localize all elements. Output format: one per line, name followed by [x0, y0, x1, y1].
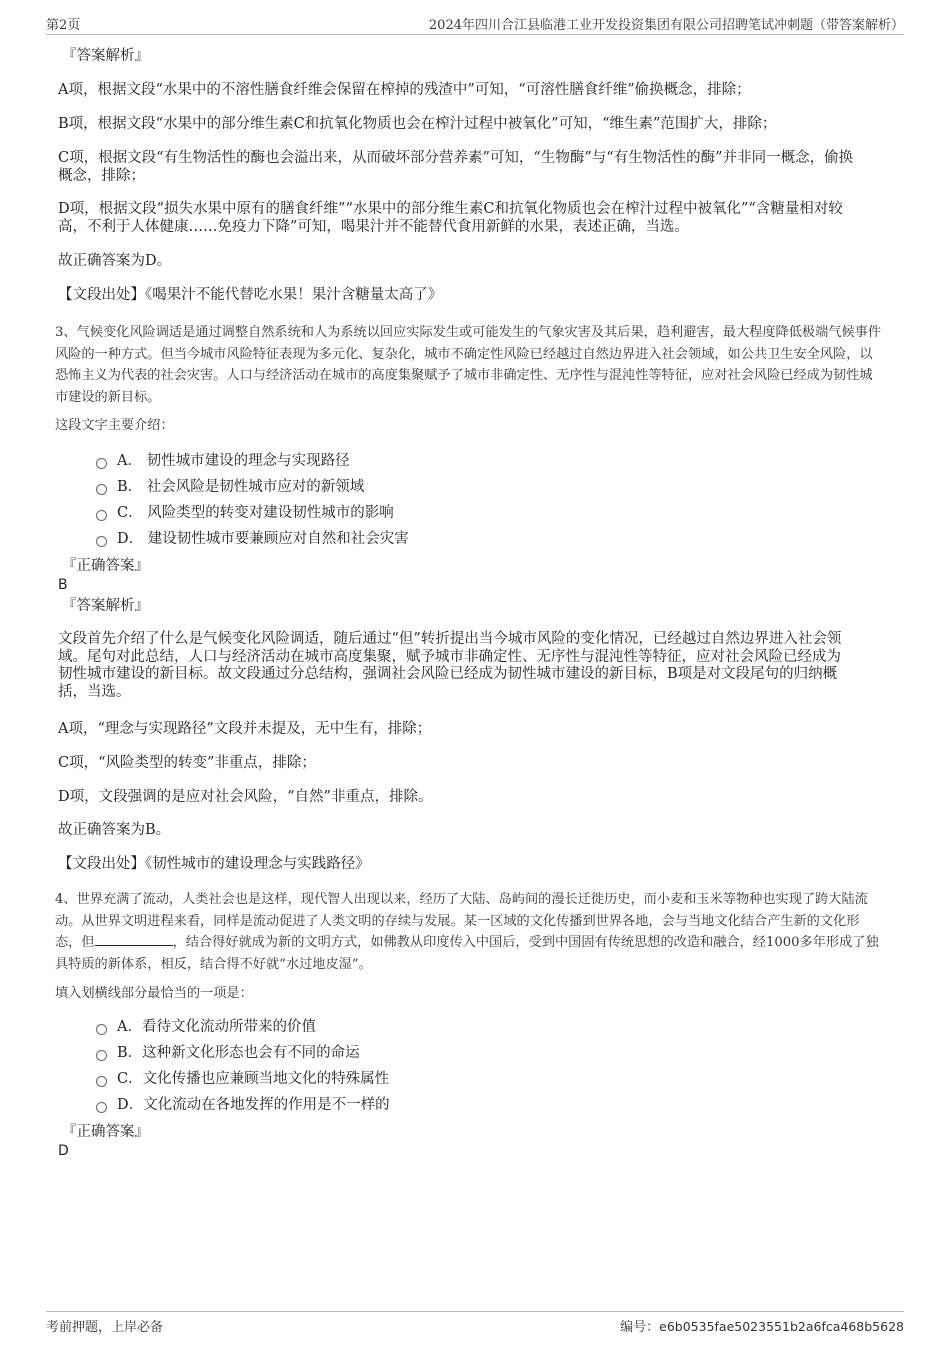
question-3-line1: 3、气候变化风险调适是通过调整自然系统和人为系统以回应实际发生或可能发生的气象灾害及其后果，趋利避害，最大程度降低极端气候事件 [55, 325, 882, 340]
question-3-line4: 市建设的新目标。 [55, 389, 161, 405]
correct-answer: B [58, 577, 68, 593]
question-4-prompt: 填入划横线部分最恰当的一项是： [55, 986, 253, 1001]
source-citation: 【文段出处】《喝果汁不能代替吃水果！果汁含糖量太高了》 [58, 287, 443, 303]
analysis-label: 『答案解析』 [62, 598, 149, 614]
radio-icon[interactable] [96, 484, 107, 495]
page-footer [46, 1311, 904, 1335]
analysis-option-d-line1: D项，根据文段“损失水果中原有的膳食纤维”“水果中的部分维生素C和抗氧化物质也会在榨汁过程中被氧化”“含糖量相对较 [58, 201, 843, 217]
radio-icon[interactable] [96, 1024, 107, 1035]
analysis-option-d-line2: 高，不利于人体健康……免疫力下降”可知，喝果汁并不能替代食用新鲜的水果，表述正确，当选。 [58, 219, 689, 235]
footer-slogan: 考前押题，上岸必备 [46, 1320, 164, 1335]
source-citation: 【文段出处】《韧性城市的建设理念与实践路径》 [58, 856, 370, 872]
analysis-option-b: B项，根据文段“水果中的部分维生素C和抗氧化物质也会在榨汁过程中被氧化”可知，“维生素”范围扩大，排除； [58, 116, 777, 132]
question-3-option-d[interactable]: D． 建设韧性城市要兼顾应对自然和社会灾害 [96, 530, 409, 548]
question-4-text [55, 889, 893, 975]
page-number: 第2页 [46, 18, 81, 33]
question-4-option-a[interactable]: A．看待文化流动所带来的价值 [96, 1018, 316, 1036]
question-3-option-c[interactable]: C． 风险类型的转变对建设韧性城市的影响 [96, 504, 394, 522]
question-3-option-a[interactable]: A． 韧性城市建设的理念与实现路径 [96, 452, 350, 470]
correct-answer-label: 『正确答案』 [62, 558, 149, 574]
question-4-line4: 具特质的新体系，相反，结合得不好就“水过地皮湿”。 [55, 956, 372, 972]
analysis-conclusion: 故正确答案为D。 [58, 253, 172, 269]
radio-icon[interactable] [96, 1076, 107, 1087]
question-4-option-d[interactable]: D．文化流动在各地发挥的作用是不一样的 [96, 1096, 390, 1114]
question-3-option-b[interactable]: B． 社会风险是韧性城市应对的新领域 [96, 478, 364, 496]
page-header [46, 14, 904, 35]
analysis-option-c-line1: C项，根据文段“有生物活性的酶也会溢出来，从而破坏部分营养素”可知，“生物酶”与“有生物活性的酶”并非同一概念，偷换 [58, 150, 854, 166]
question-3-line3: 恐怖主义为代表的社会灾害。人口与经济活动在城市的高度集聚赋予了城市非确定性、无序性与混沌性等特征，应对社会风险已经成为韧性城 [55, 368, 873, 383]
question-3-line2: 风险的一种方式。但当今城市风险特征表现为多元化、复杂化，城市不确定性风险已经越过自然边界进入社会领域，如公共卫生安全风险，以 [55, 346, 873, 362]
analysis-option-c-line2: 概念，排除； [58, 168, 145, 184]
document-title: 2024年四川合江县临港工业开发投资集团有限公司招聘笔试冲刺题（带答案解析） [428, 18, 904, 33]
radio-icon[interactable] [96, 1050, 107, 1061]
question-4-line3: 态，但 ，结合得好就成为新的文明方式，如佛教从印度传入中国后，受到中国固有传统思想的改造和融合，经1000多年形成了独 [55, 935, 879, 950]
question-4-option-c[interactable]: C．文化传播也应兼顾当地文化的特殊属性 [96, 1070, 389, 1088]
analysis-conclusion: 故正确答案为B。 [58, 822, 171, 838]
radio-icon[interactable] [96, 510, 107, 521]
analysis-label: 『答案解析』 [62, 48, 149, 64]
question-3-text [55, 322, 893, 408]
question-3-prompt: 这段文字主要介绍： [55, 418, 174, 433]
analysis-option-c: C项，“风险类型的转变”非重点，排除； [58, 755, 316, 771]
correct-answer: D [58, 1143, 69, 1159]
analysis-option-a: A项，“理念与实现路径”文段并未提及，无中生有，排除； [58, 721, 432, 737]
analysis-option-a: A项，根据文段“水果中的不溶性膳食纤维会保留在榨掉的残渣中”可知，“可溶性膳食纤维”偷换概念，排除； [58, 82, 751, 98]
question-4-line2: 动。从世界文明进程来看，同样是流动促进了人类文明的存续与发展。某一区域的文化传播到世界各地，会与当地文化结合产生新的文化形 [55, 913, 860, 929]
question-4-option-b[interactable]: B．这种新文化形态也会有不同的命运 [96, 1044, 360, 1062]
analysis-option-d: D项，文段强调的是应对社会风险，“自然”非重点，排除。 [58, 789, 433, 805]
correct-answer-label: 『正确答案』 [62, 1124, 149, 1140]
radio-icon[interactable] [96, 1102, 107, 1113]
document-id: 编号：e6b0535fae5023551b2a6fca468b5628 [620, 1319, 904, 1335]
radio-icon[interactable] [96, 458, 107, 469]
fill-in-blank [95, 933, 173, 946]
question-3-analysis: 文段首先介绍了什么是气候变化风险调适，随后通过“但”转折提出当今城市风险的变化情况，已经越过自然边界进入社会领 域。尾句对此总结，人口与经济活动在城市高度集聚，赋予城市非确定性、无序性与混沌性等特征，应对社会风险已经成为 韧性城市建设的新目标。故文段通过分总结构，强调社会风险已经成为韧性城市建设的新目标，B项是对文段尾句的归纳概 括，当选。 [58, 631, 842, 700]
question-4-line1: 4、世界充满了流动，人类社会也是这样，现代智人出现以来，经历了大陆、岛屿间的漫长迁徙历史，而小麦和玉米等物种也实现了跨大陆流 [55, 892, 868, 907]
radio-icon[interactable] [96, 536, 107, 547]
